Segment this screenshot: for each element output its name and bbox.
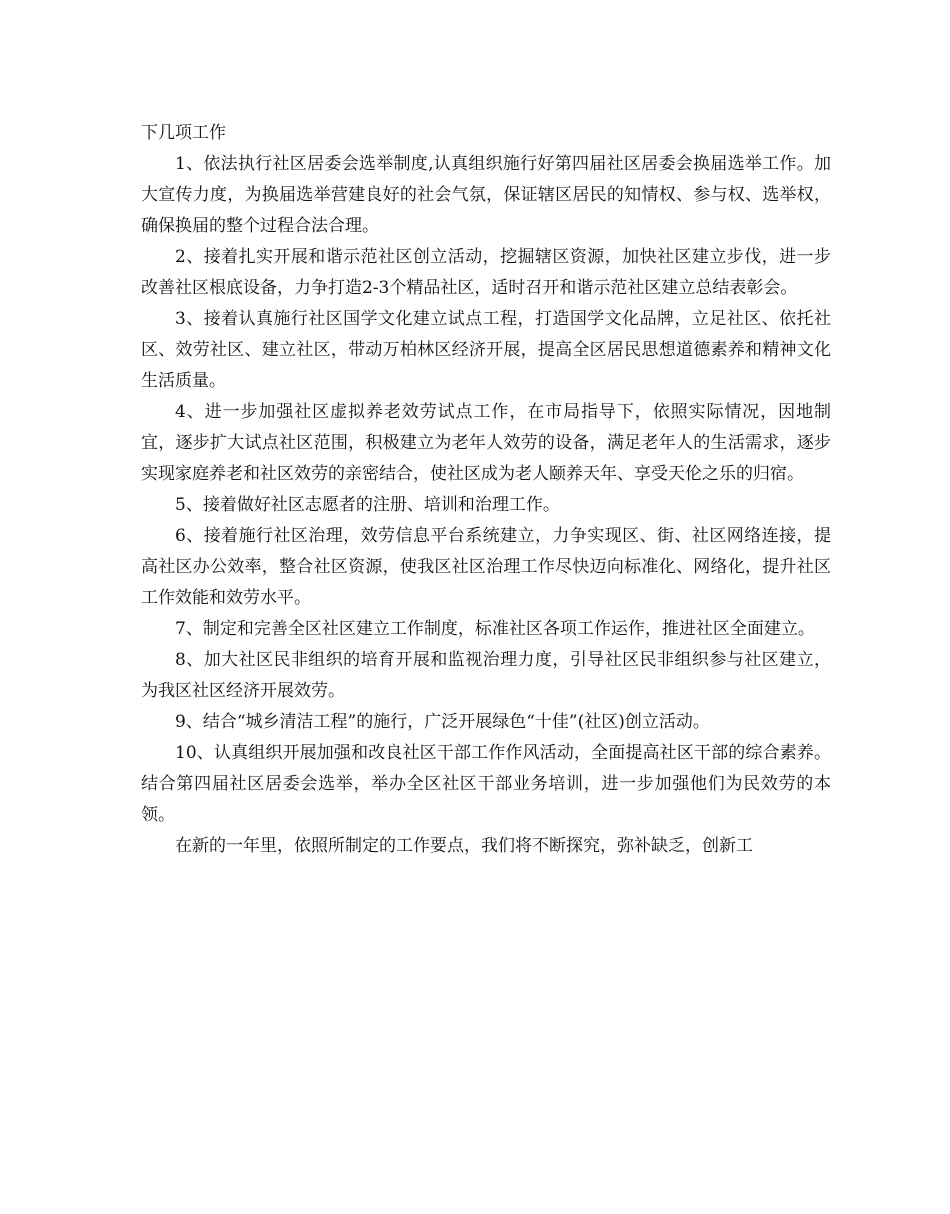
paragraph-item-10: 10、认真组织开展加强和改良社区干部工作作风活动，全面提高社区干部的综合素养。结合第四届社区居委会选举，举办全区社区干部业务培训，进一步加强他们为民效劳的本领。 [141,743,831,825]
paragraph-item-9: 9、结合“城乡清洁工程”的施行，广泛开展绿色“十佳”(社区)创立活动。 [175,712,710,732]
paragraph-item-4: 4、进一步加强社区虚拟养老效劳试点工作，在市局指导下，依照实际情况，因地制宜，逐步扩大试点社区范围，积极建立为老年人效劳的设备，满足老年人的生活需求，逐步实现家庭养老和社区效劳的亲密结合，使社区成为老人颐养天年、享受天伦之乐的归宿。 [141,402,831,484]
paragraph-item-8: 8、加大社区民非组织的培育开展和监视治理力度，引导社区民非组织参与社区建立，为我区社区经济开展效劳。 [141,650,831,701]
paragraph-closing: 在新的一年里，依照所制定的工作要点，我们将不断探究，弥补缺乏，创新工 [175,836,753,856]
paragraph-item-7: 7、制定和完善全区社区建立工作制度，标准社区各项工作运作，推进社区全面建立。 [175,619,815,639]
document-body [141,118,831,862]
paragraph-item-6: 6、接着施行社区治理，效劳信息平台系统建立，力争实现区、街、社区网络连接，提高社区办公效率，整合社区资源，使我区社区治理工作尽快迈向标准化、网络化，提升社区工作效能和效劳水平。 [141,526,831,608]
paragraph-item-2: 2、接着扎实开展和谐示范社区创立活动，挖掘辖区资源，加快社区建立步伐，进一步改善社区根底设备，力争打造2-3个精品社区，适时召开和谐示范社区建立总结表彰会。 [141,247,831,298]
paragraph-continuation: 下几项工作 [141,123,226,143]
paragraph-item-5: 5、接着做好社区志愿者的注册、培训和治理工作。 [175,495,560,515]
paragraph-item-1: 1、依法执行社区居委会选举制度,认真组织施行好第四届社区居委会换届选举工作。加大宣传力度，为换届选举营建良好的社会气氛，保证辖区居民的知情权、参与权、选举权，确保换届的整个过程合法合理。 [141,154,831,236]
paragraph-item-3: 3、接着认真施行社区国学文化建立试点工程，打造国学文化品牌，立足社区、依托社区、效劳社区、建立社区，带动万柏林区经济开展，提高全区居民思想道德素养和精神文化生活质量。 [141,309,831,391]
